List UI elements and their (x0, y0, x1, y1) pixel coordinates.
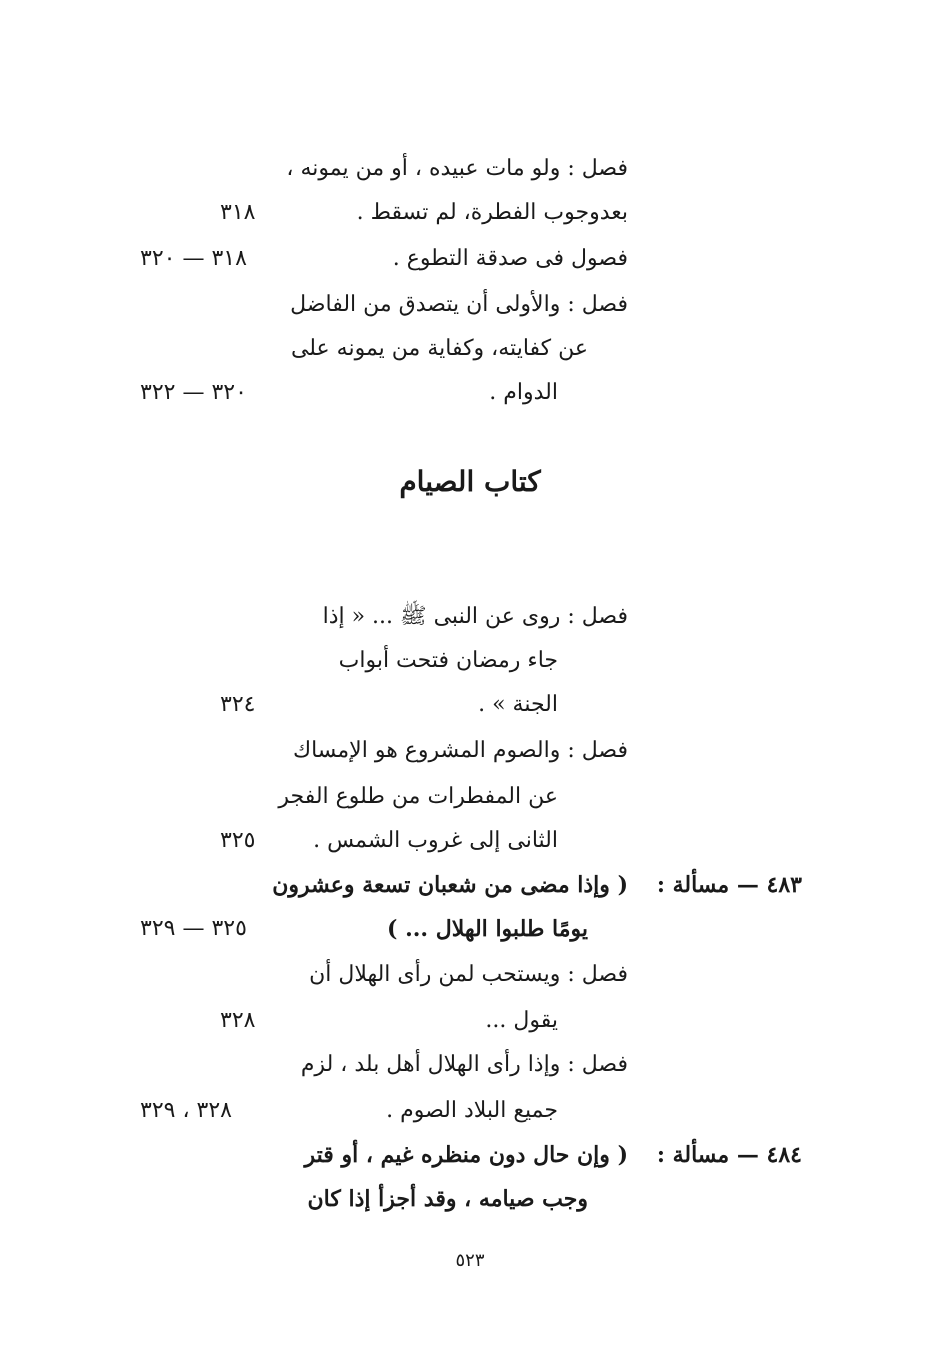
entry-line: فصل : ولو مات عبيده ، أو من يمونه ، (286, 156, 628, 181)
entry-line: الدوام . (489, 380, 558, 405)
entry-line: يقول ... (485, 1008, 558, 1033)
masala-number: ٤٨٤ — مسألة : (656, 1142, 802, 1168)
page-ref: ٣٢٤ (220, 692, 256, 717)
entry-line: بعدوجوب الفطرة، لم تسقط . (356, 200, 628, 225)
entry-line: الثانى إلى غروب الشمس . (313, 828, 558, 853)
masala-text: ( وإذا مضى من شعبان تسعة وعشرون (272, 872, 628, 898)
page-ref: ٣٢٨ ، ٣٢٩ (140, 1098, 232, 1123)
page-ref: ٣١٨ (220, 200, 256, 225)
masala-number: ٤٨٣ — مسألة : (656, 872, 802, 898)
page-ref: ٣٢٠ — ٣٢٢ (140, 380, 247, 405)
entry-line: فصول فى صدقة التطوع . (392, 246, 628, 271)
page-ref: ٣٢٨ (220, 1008, 256, 1033)
page-ref: ٣٢٥ (220, 828, 256, 853)
masala-text: ( وإن حال دون منظره غيم ، أو قتر (304, 1142, 628, 1168)
entry-line: عن كفايته، وكفاية من يمونه على (290, 336, 588, 361)
entry-line: عن المفطرات من طلوع الفجر (278, 784, 558, 809)
entry-line: جاء رمضان فتحت أبواب (338, 648, 558, 673)
entry-line: فصل : روى عن النبى ﷺ ... « إذا (322, 604, 628, 629)
masala-text: وجب صيامه ، وقد أجزأ إذا كان (307, 1186, 588, 1212)
entry-line: الجنة » . (478, 692, 558, 717)
entry-line: جميع البلاد الصوم . (386, 1098, 558, 1123)
page-ref: ٣١٨ — ٣٢٠ (140, 246, 247, 271)
entry-line: فصل : والأولى أن يتصدق من الفاضل (290, 292, 628, 317)
entry-line: فصل : ويستحب لمن رأى الهلال أن (309, 962, 628, 987)
page-number: ٥٢٣ (455, 1250, 485, 1271)
entry-line: فصل : وإذا رأى الهلال أهل بلد ، لزم (300, 1052, 628, 1077)
entry-line: فصل : والصوم المشروع هو الإمساك (292, 738, 628, 763)
page-ref: ٣٢٥ — ٣٢٩ (140, 916, 247, 941)
chapter-heading: كتاب الصيام (399, 465, 541, 498)
masala-text: يومًا طلبوا الهلال ... ) (387, 916, 588, 942)
